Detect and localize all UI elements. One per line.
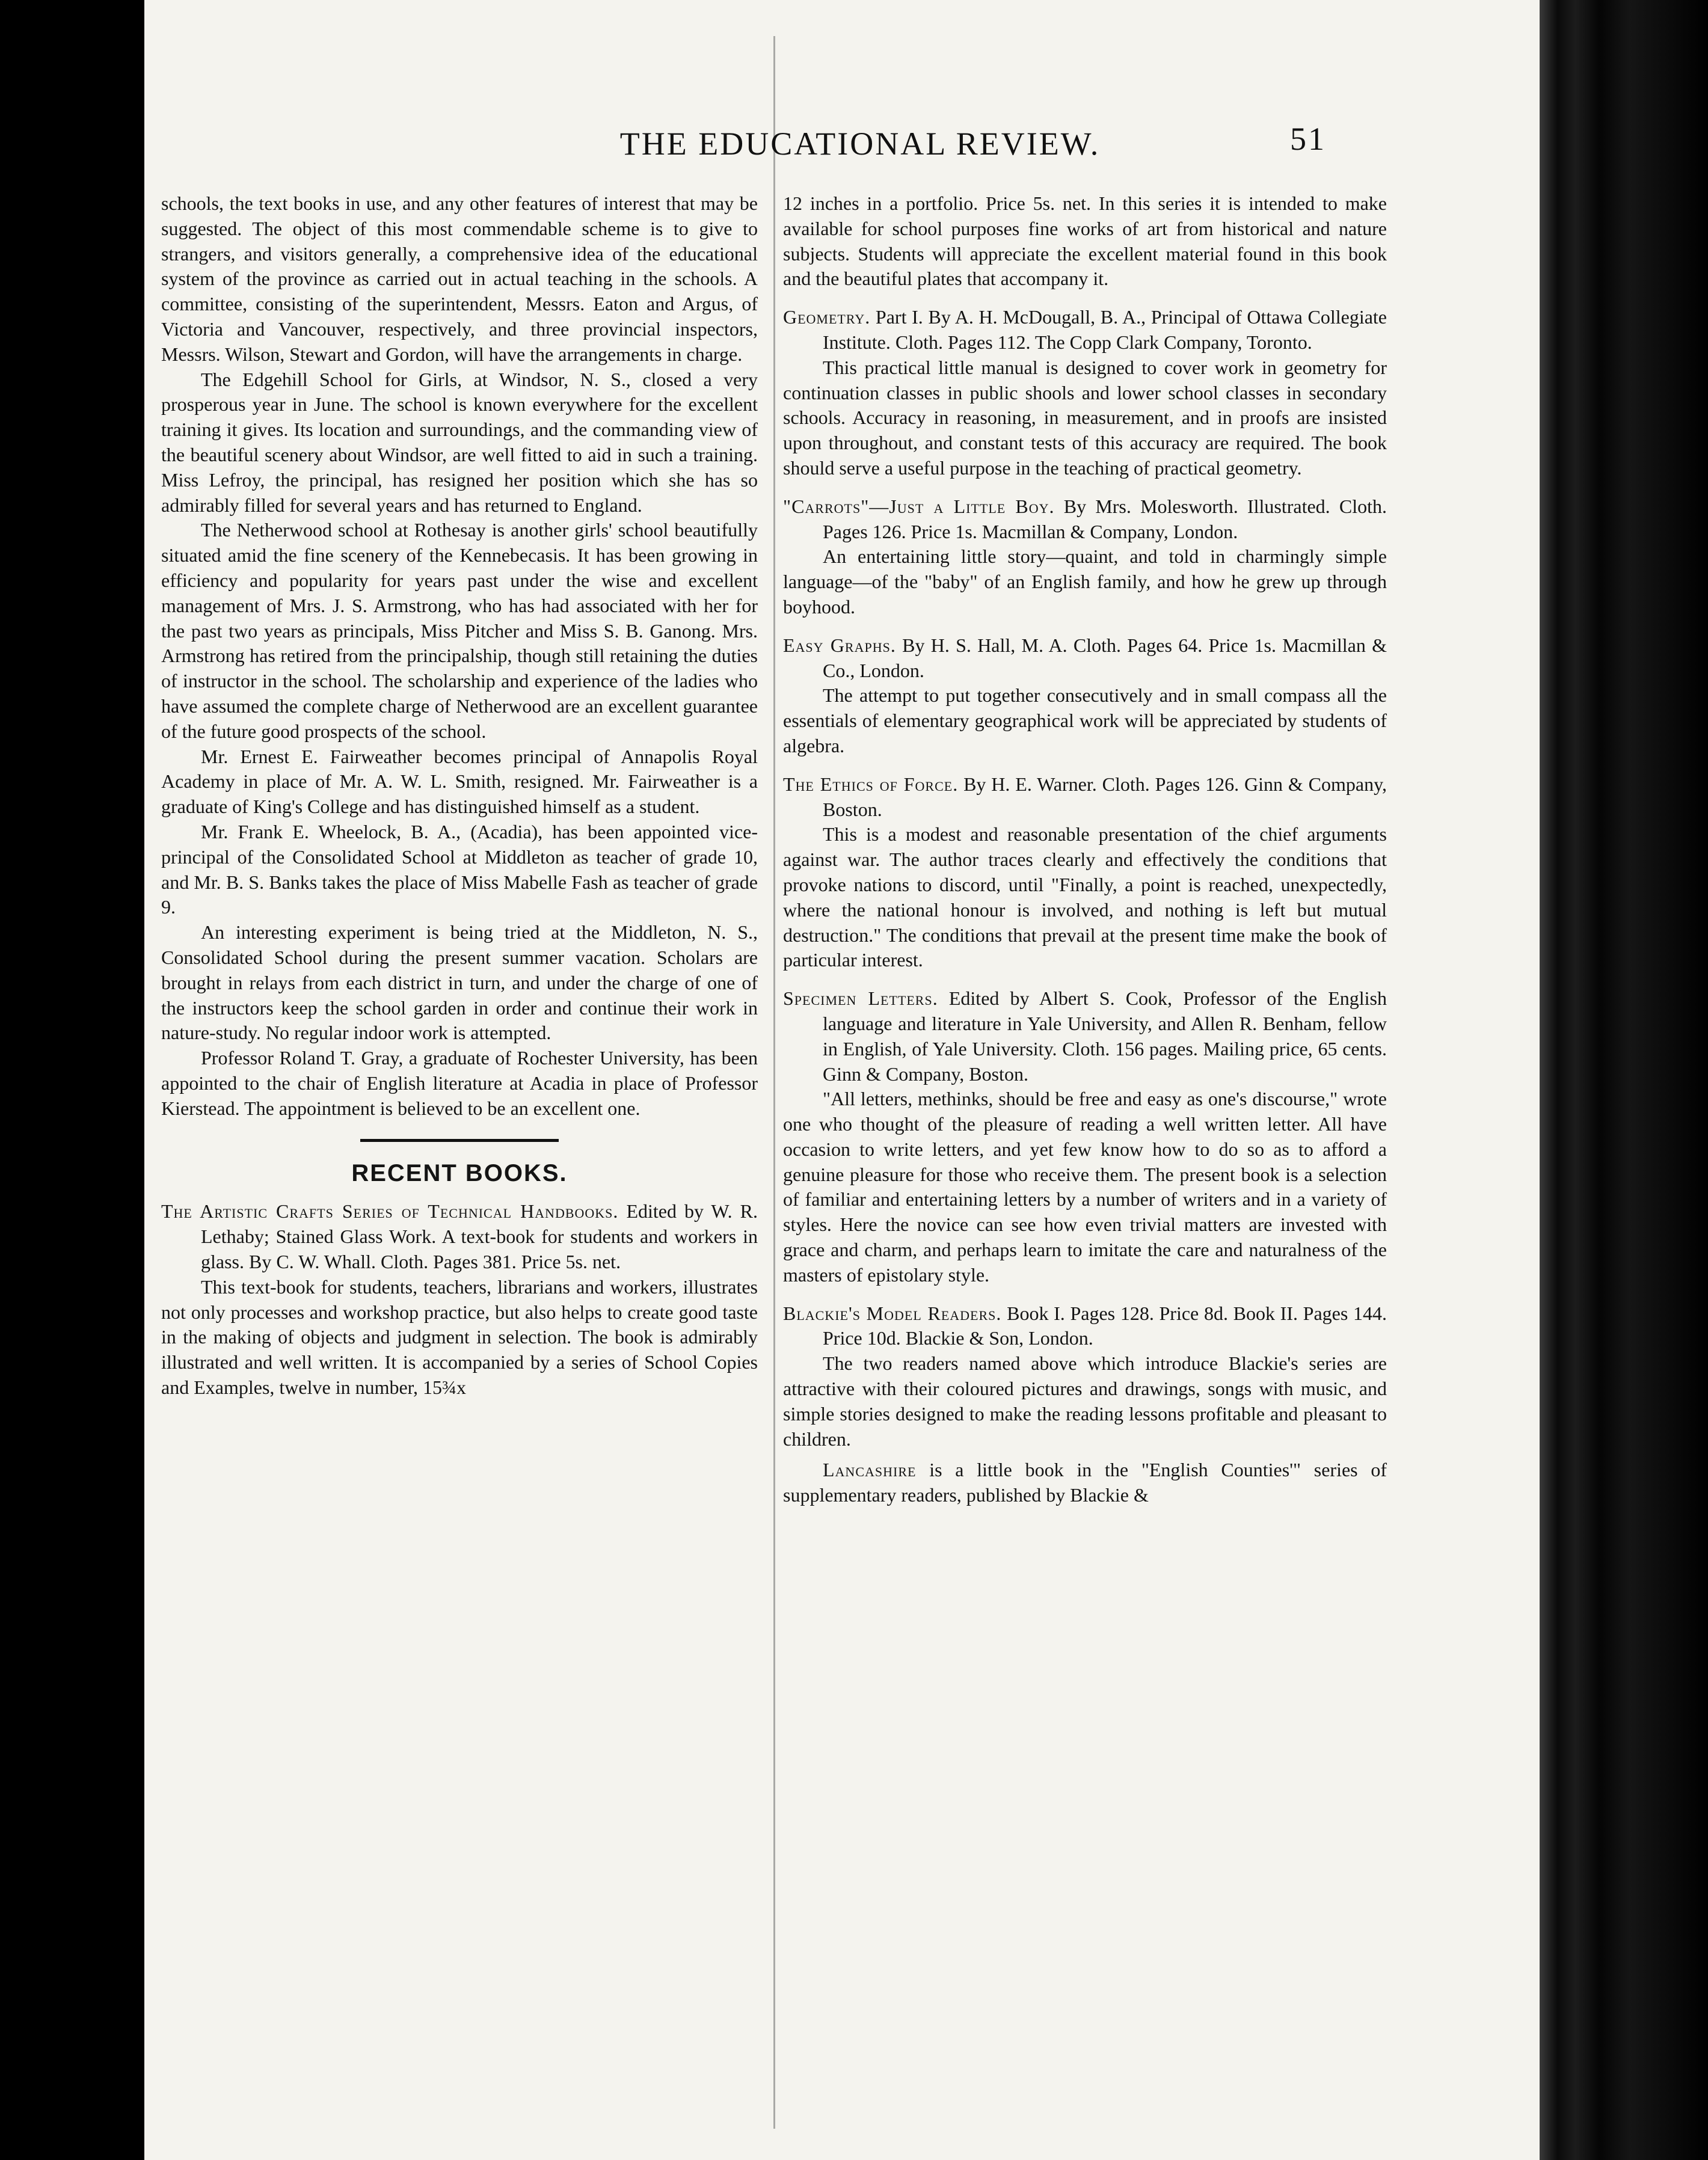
book-title: Easy Graphs.: [783, 634, 896, 656]
book-entry: [161, 1199, 758, 1274]
book-title: Geometry.: [783, 306, 871, 328]
book-title: The Artistic Crafts Series of Technical Handbooks.: [161, 1200, 619, 1223]
book-review: [783, 1458, 1387, 1508]
book-review: The two readers named above which introduce Blackie's series are attractive with their coloured pictures and drawings, songs with music, and simple stories designed to make the reading lessons profitable and pleasant to children.: [783, 1352, 1387, 1450]
paragraph: The Netherwood school at Rothesay is another girls' school beautifully situated amid the fine scenery of the Kennebecasis. It has been growing in efficiency and popularity for years past under the wise and excellent management of Mrs. J. S. Armstrong, who has had associated with her for the past two years as principals, Miss Pitcher and Miss S. B. Ganong. Mrs. Armstrong has retired from the principalship, though still retaining the duties of instructor in the school. The scholarship and experience of the ladies who have assumed the complete charge of Netherwood are an excellent guarantee of the future good prospects of the school.: [161, 519, 758, 742]
book-entry: [783, 986, 1387, 1087]
book-entry: [783, 1301, 1387, 1352]
document-page: [144, 0, 1576, 2160]
book-review: The attempt to put together consecutively and in small compass all the essentials of elementary geographical work will be appreciated by students of algebra.: [783, 684, 1387, 756]
book-review: This practical little manual is designed to cover work in geometry for continuation classes in public shools and lower school classes in secondary schools. Accuracy in reasoning, in measurement, and in proofs are insisted upon throughout, and constant tests of this accuracy are required. The book should serve a useful purpose in the teaching of practical geometry.: [783, 356, 1387, 479]
book-title: The Ethics of Force.: [783, 773, 959, 795]
book-entry: [783, 633, 1387, 684]
book-binding-edge: [1540, 0, 1708, 2160]
book-title: "Carrots"—Just a Little Boy.: [783, 495, 1055, 517]
journal-title: THE EDUCATIONAL REVIEW.: [619, 126, 1101, 162]
column-gutter-fold: [773, 36, 775, 2129]
book-details: Edited by W. R. Lethaby; Stained Glass Work. A text-book for students and workers in glass. By C. W. Whall. Cloth. Pages 381. Price 5s. net.: [201, 1200, 758, 1273]
book-review: This is a modest and reasonable presentation of the chief arguments against war. The author traces clearly and effectively the conditions that provoke nations to discord, until "Finally, a point is reached, unexpectedly, where the national honour is involved, and nothing is left but mutual destruction." The conditions that prevail at the present time make the book of particular interest.: [783, 823, 1387, 971]
book-details: is a little book in the "English Counties'" series of supplementary readers, published by Blackie &: [783, 1459, 1387, 1506]
paragraph: Mr. Frank E. Wheelock, B. A., (Acadia), has been appointed vice-principal of the Consolidated School at Middleton as teacher of grade 10, and Mr. B. S. Banks takes the place of Miss Mabelle Fash as teacher of grade 9.: [161, 820, 758, 918]
section-heading: RECENT BOOKS.: [351, 1160, 568, 1187]
paragraph: Mr. Ernest E. Fairweather becomes principal of Annapolis Royal Academy in place of Mr. A. W. L. Smith, resigned. Mr. Fairweather is a graduate of King's College and has distinguished himself as a student.: [161, 745, 758, 818]
book-details: Edited by Albert S. Cook, Professor of the English language and literature in Yale University, and Allen R. Benham, fellow in English, of Yale University. Cloth. 156 pages. Mailing price, 65 cents. Ginn & Company, Boston.: [823, 987, 1387, 1085]
book-details: By H. S. Hall, M. A. Cloth. Pages 64. Price 1s. Macmillan & Co., London.: [823, 634, 1387, 681]
book-details: Part I. By A. H. McDougall, B. A., Principal of Ottawa Collegiate Institute. Cloth. Pages 112. The Copp Clark Company, Toronto.: [823, 306, 1387, 353]
paragraph: schools, the text books in use, and any other features of interest that may be suggested. The object of this most commendable scheme is to give to strangers, and visitors generally, a comprehensive idea of the educational system of the province as carried out in actual teaching in the schools. A committee, consisting of the superintendent, Messrs. Eaton and Argus, of Victoria and Vancouver, respectively, and three provincial inspectors, Messrs. Wilson, Stewart and Gordon, will have the arrangements in charge.: [161, 192, 758, 365]
paragraph: The Edgehill School for Girls, at Windsor, N. S., closed a very prosperous year in June. The school is known everywhere for the excellent training it gives. Its location and surroundings, and the commanding view of the beautiful scenery about Windsor, are well fitted to aid in such a training. Miss Lefroy, the principal, has resigned her position which she has so admirably filled for several years and has returned to England.: [161, 368, 758, 516]
paragraph: An interesting experiment is being tried at the Middleton, N. S., Consolidated School during the present summer vacation. Scholars are brought in relays from each district in turn, and under the charge of one of the instructors keep the school garden in order and continue their work in nature-study. No regular indoor work is attempted.: [161, 921, 758, 1044]
book-details: By H. E. Warner. Cloth. Pages 126. Ginn & Company, Boston.: [823, 773, 1387, 820]
section-divider: [360, 1139, 559, 1142]
book-details: Book I. Pages 128. Price 8d. Book II. Pages 144. Price 10d. Blackie & Son, London.: [823, 1302, 1387, 1349]
book-review: This text-book for students, teachers, librarians and workers, illustrates not only processes and workshop practice, but also helps to create good taste in the making of objects and judgment in selection. The book is admirably illustrated and well written. It is accompanied by a series of School Copies and Examples, twelve in number, 15¾x: [161, 1275, 758, 1399]
book-entry: [783, 494, 1387, 545]
book-review: An entertaining little story—quaint, and told in charmingly simple language—of the "baby" of an English family, and how he grew up through boyhood.: [783, 545, 1387, 618]
paragraph: Professor Roland T. Gray, a graduate of Rochester University, has been appointed to the chair of English literature at Acadia in place of Professor Kierstead. The appointment is believed to be an excellent one.: [161, 1047, 758, 1119]
book-title: Specimen Letters.: [783, 987, 938, 1010]
scan-border-left: [0, 0, 144, 2160]
book-title: Lancashire: [823, 1459, 917, 1481]
book-entry: [783, 772, 1387, 823]
paragraph: 12 inches in a portfolio. Price 5s. net. In this series it is intended to make available for school purposes fine works of art from historical and nature subjects. Students will appreciate the excellent material found in this book and the beautiful plates that accompany it.: [783, 192, 1387, 290]
running-header: [144, 121, 1576, 173]
book-entry: [783, 305, 1387, 355]
book-details: By Mrs. Molesworth. Illustrated. Cloth. Pages 126. Price 1s. Macmillan & Company, London.: [823, 495, 1387, 542]
page-number: 51: [1290, 121, 1326, 157]
book-review: "All letters, methinks, should be free and easy as one's discourse," wrote one who thought of the pleasure of reading a well written letter. All have occasion to write letters, and yet few know how to do so as to afford a genuine pleasure for those who receive them. The present book is a selection of familiar and entertaining letters by a number of writers and in a variety of styles. Here the novice can see how even trivial matters are invested with grace and charm, and perhaps learn to imitate the care and naturalness of the masters of epistolary style.: [783, 1088, 1387, 1286]
left-column: [161, 191, 758, 1401]
right-column: [783, 191, 1387, 1508]
book-title: Blackie's Model Readers.: [783, 1302, 1002, 1324]
